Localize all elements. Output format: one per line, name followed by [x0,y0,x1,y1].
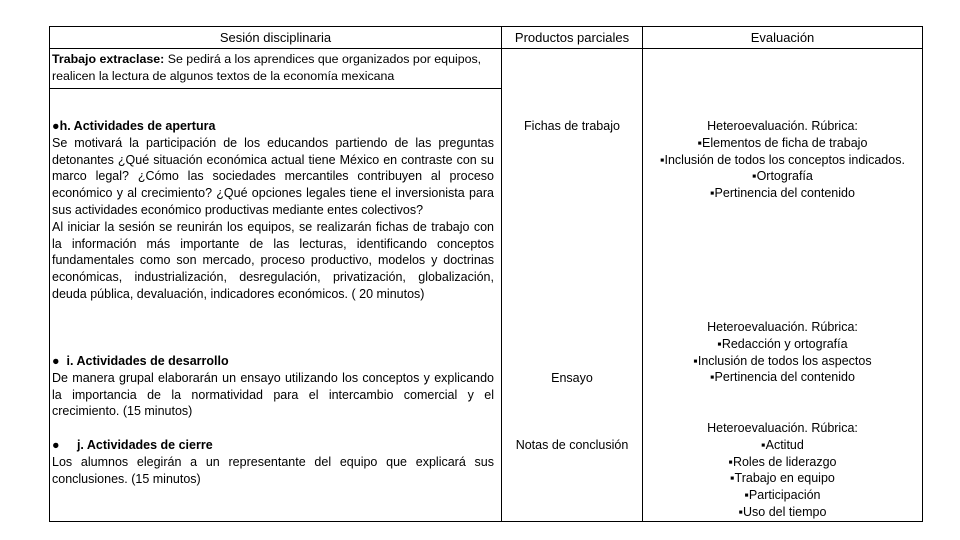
bullet-icon: ● [52,354,60,368]
eval-item: ▪Roles de liderazgo [728,454,837,469]
eval-item: ▪Inclusión de todos los aspectos [693,353,872,368]
bullet-icon: ● [52,119,60,133]
eval-item: ▪Pertinencia del contenido [710,370,855,385]
opening-evaluation [643,118,922,202]
eval-item: ▪Redacción y ortografía [717,336,848,351]
development-eval-title: Heteroevaluación. Rúbrica: [707,320,858,334]
closing-cell [52,437,494,487]
eval-item: ▪Trabajo en equipo [730,471,835,486]
extraclass-cell [52,51,500,85]
header-session: Sesión disciplinaria [219,30,332,45]
eval-item: ▪Elementos de ficha de trabajo [697,135,868,150]
opening-product: Fichas de trabajo [524,119,620,133]
eval-item: ▪Ortografía [752,169,813,184]
eval-item: ▪Inclusión de todos los conceptos indicados. [660,152,905,167]
closing-evaluation [643,420,922,521]
eval-item: ▪Uso del tiempo [738,504,827,519]
opening-cell [52,118,494,303]
development-product: Ensayo [551,371,593,385]
eval-item: ▪Actitud [761,437,804,452]
closing-title: j. Actividades de cierre [76,438,213,452]
closing-eval-title: Heteroevaluación. Rúbrica: [707,421,858,435]
row-divider [50,88,502,89]
planning-table [49,26,923,522]
extraclass-text: Se pedirá a los aprendices que organizados por equipos, realicen la lectura de algunos textos de la economía mexicana [52,52,482,83]
eval-item: ▪Participación [744,488,821,503]
eval-item: ▪Pertinencia del contenido [710,186,855,201]
opening-eval-title: Heteroevaluación. Rúbrica: [707,119,858,133]
closing-product: Notas de conclusión [515,438,629,452]
closing-text: Los alumnos elegirán a un representante del equipo que explicará sus conclusiones. (15 minutos) [52,454,494,486]
header-divider [50,48,922,49]
header-evaluation: Evaluación [750,30,815,45]
development-evaluation [643,319,922,386]
development-text: De manera grupal elaborarán un ensayo utilizando los conceptos y explicando la importancia de la normatividad para el intercambio comercial y el crecimiento. (15 minutos) [52,370,494,419]
opening-title: h. Actividades de apertura [59,119,216,133]
opening-text: Se motivará la participación de los educandos partiendo de las preguntas detonantes ¿Qué situación económica actual tiene México en contraste con su marco legal? ¿Cómo las sociedades mercantiles contribuyen al proceso económico y al crecimiento? ¿Qué opciones legales tiene el inversionista para sus actividades económico productivas mediante entes colectivos? [52,135,494,217]
header-products: Productos parciales [514,30,630,45]
extraclass-label: Trabajo extraclase: [52,52,165,66]
development-cell [52,353,494,420]
development-title: i. Actividades de desarrollo [66,354,229,368]
opening-text-2: Al iniciar la sesión se reunirán los equipos, se realizarán fichas de trabajo con la información más importante de las lecturas, identificando conceptos fundamentales como son mercado, proceso productivo, modelos y doctrinas económicas, industrialización, desregulación, privatización, globalización, deuda pública, devaluación, indicadores económicos. ( 20 minutos) [52,219,494,301]
bullet-icon: ● [52,438,60,452]
